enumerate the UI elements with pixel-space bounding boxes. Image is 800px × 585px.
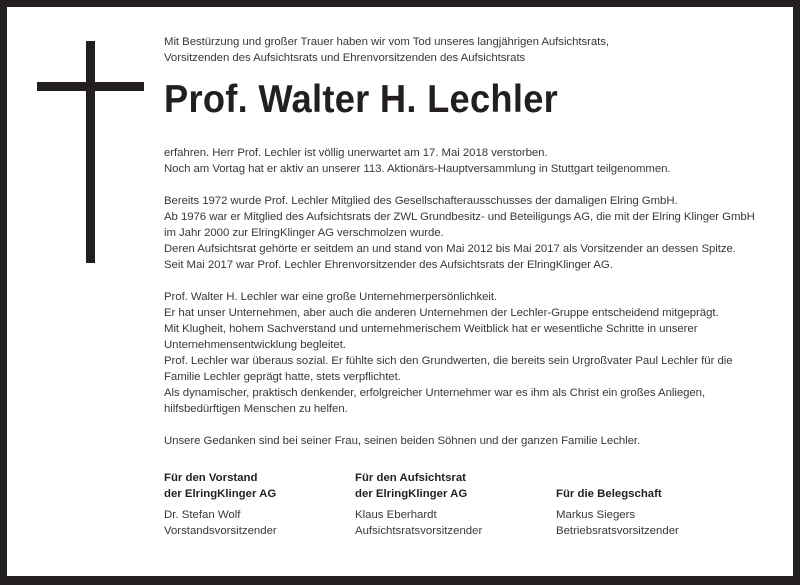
text-line: hilfsbedürftigen Menschen zu helfen.: [164, 403, 348, 415]
signatory-name: Klaus Eberhardt: [355, 509, 437, 521]
signature-person: [556, 507, 679, 539]
org-line: Für den Aufsichtsrat: [355, 472, 466, 484]
text-line: Deren Aufsichtsrat gehörte er seitdem an und stand von Mai 2012 bis Mai 2017 als Vorsitzender an dessen Spitze.: [164, 243, 736, 255]
signatory-name: Dr. Stefan Wolf: [164, 509, 241, 521]
text-line: im Jahr 2000 zur ElringKlinger AG verschmolzen wurde.: [164, 227, 444, 239]
paragraph-career: [164, 193, 774, 273]
signature-org: [556, 486, 679, 502]
intro-line: Vorsitzenden des Aufsichtsrats und Ehrenvorsitzenden des Aufsichtsrats: [164, 52, 526, 64]
text-line: Seit Mai 2017 war Prof. Lechler Ehrenvorsitzender des Aufsichtsrats der ElringKlinger AG.: [164, 259, 613, 271]
cross-icon: [86, 41, 95, 263]
paragraph-condolence: [164, 433, 774, 449]
signature-org: [164, 470, 277, 502]
signatory-title: Aufsichtsratsvorsitzender: [355, 525, 483, 537]
text-line: Als dynamischer, praktisch denkender, erfolgreicher Unternehmer war es ihm als Christ ein großes Anliegen,: [164, 387, 706, 399]
org-line: der ElringKlinger AG: [164, 488, 277, 500]
signature-person: [164, 507, 277, 539]
intro-line: Mit Bestürzung und großer Trauer haben wir vom Tod unseres langjährigen Aufsichtsrats,: [164, 36, 610, 48]
signature-block: [164, 470, 784, 550]
deceased-name: Prof. Walter H. Lechler: [164, 78, 559, 121]
signatory-title: Betriebsratsvorsitzender: [556, 525, 679, 537]
cross-icon-crossbar: [37, 82, 144, 91]
paragraph-personality: [164, 289, 774, 417]
text-line: Unternehmensentwicklung begleitet.: [164, 339, 346, 351]
org-line: Für die Belegschaft: [556, 488, 662, 500]
text-line: Unsere Gedanken sind bei seiner Frau, seinen beiden Söhnen und der ganzen Familie Lechler.: [164, 435, 641, 447]
text-line: erfahren. Herr Prof. Lechler ist völlig unerwartet am 17. Mai 2018 verstorben.: [164, 147, 548, 159]
text-line: Mit Klugheit, hohem Sachverstand und unternehmerischem Weitblick hat er wesentliche Schritte in unserer: [164, 323, 698, 335]
text-line: Prof. Lechler war überaus sozial. Er fühlte sich den Grundwerten, die bereits sein Urgroßvater Paul Lechler für die: [164, 355, 733, 367]
text-line: Er hat unser Unternehmen, aber auch die anderen Unternehmen der Lechler-Gruppe entscheidend mitgeprägt.: [164, 307, 719, 319]
text-line: Familie Lechler geprägt hatte, stets verpflichtet.: [164, 371, 401, 383]
signatory-name: Markus Siegers: [556, 509, 636, 521]
org-line: Für den Vorstand: [164, 472, 258, 484]
signature-person: [355, 507, 482, 539]
signature-workforce: [556, 486, 679, 539]
text-line: Bereits 1972 wurde Prof. Lechler Mitglied des Gesellschafterausschusses der damaligen Elring GmbH.: [164, 195, 678, 207]
notice-content: [164, 34, 774, 465]
paragraph-death: [164, 145, 774, 177]
org-line: der ElringKlinger AG: [355, 488, 468, 500]
signature-org: [355, 470, 482, 502]
intro-text: [164, 34, 774, 66]
signature-board: [164, 470, 277, 539]
signature-supervisory-board: [355, 470, 482, 539]
text-line: Prof. Walter H. Lechler war eine große Unternehmerpersönlichkeit.: [164, 291, 498, 303]
text-line: Noch am Vortag hat er aktiv an unserer 113. Aktionärs-Hauptversammlung in Stuttgart teilgenommen.: [164, 163, 671, 175]
signatory-title: Vorstandsvorsitzender: [164, 525, 277, 537]
text-line: Ab 1976 war er Mitglied des Aufsichtsrats der ZWL Grundbesitz- und Beteiligungs AG, die mit der Elring Klinger GmbH: [164, 211, 755, 223]
body-text: [164, 145, 774, 449]
